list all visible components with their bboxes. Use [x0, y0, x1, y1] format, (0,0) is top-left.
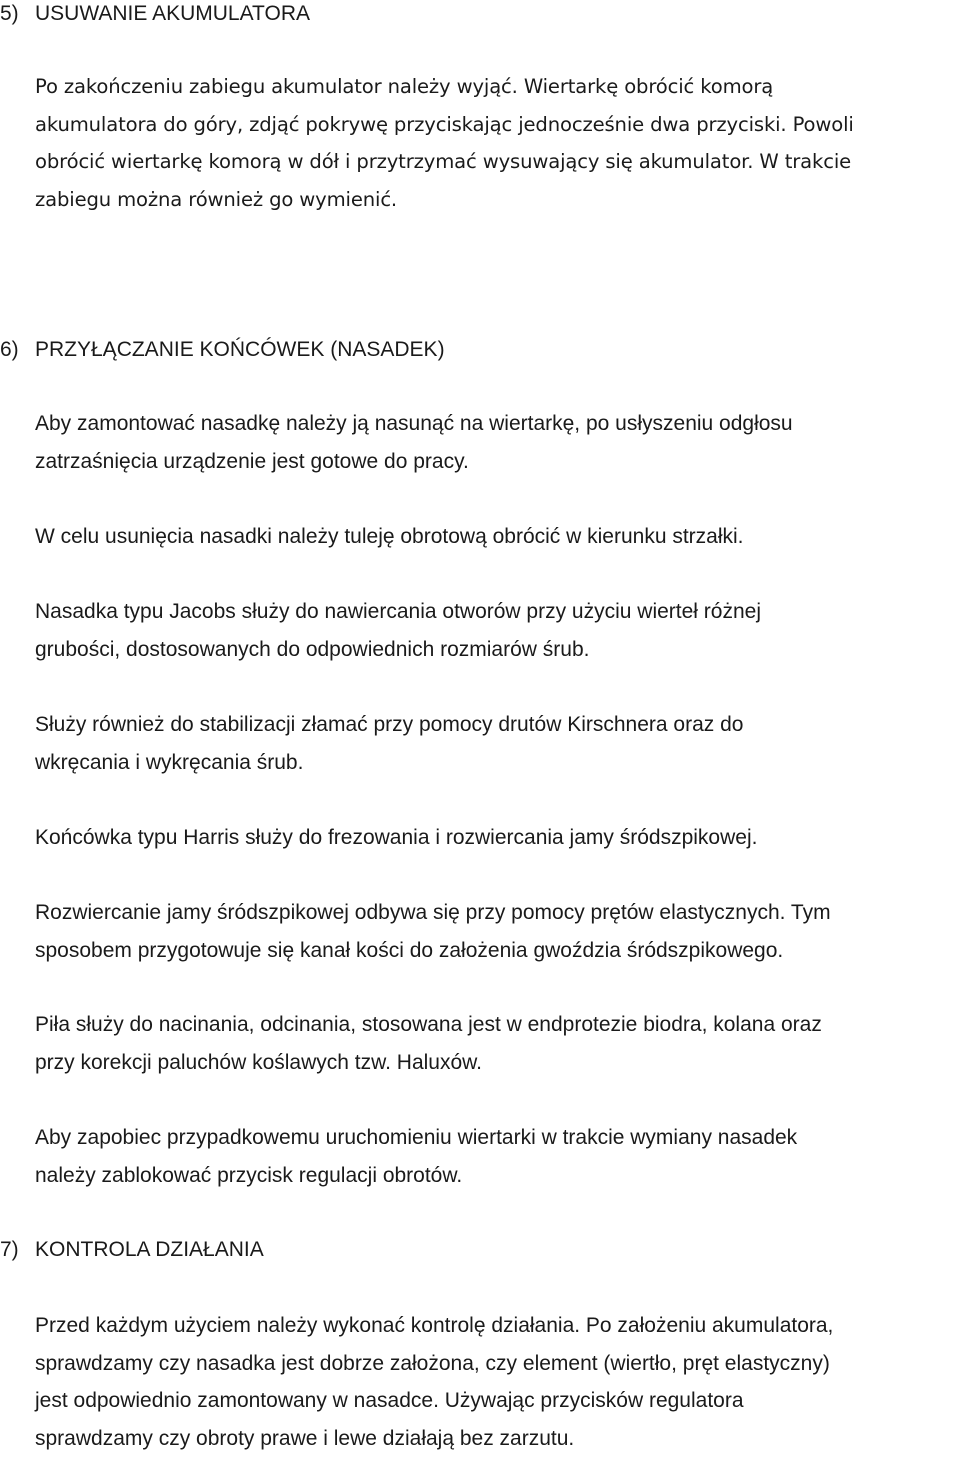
section-title: USUWANIE AKUMULATORA [35, 2, 310, 25]
paragraph-line: obrócić wiertarkę komorą w dół i przytrzymać wysuwający się akumulator. W trakcie [35, 150, 852, 174]
section-number: 6) [0, 338, 19, 361]
section-title: KONTROLA DZIAŁANIA [35, 1238, 264, 1261]
paragraph-line: sposobem przygotowuje się kanał kości do założenia gwoździa śródszpikowego. [35, 938, 784, 962]
paragraph-line: W celu usunięcia nasadki należy tuleję obrotową obrócić w kierunku strzałki. [35, 525, 744, 548]
section-heading-5 [0, 1, 310, 27]
paragraph [35, 1119, 960, 1194]
paragraph-line: przy korekcji paluchów koślawych tzw. Haluxów. [35, 1050, 483, 1074]
section-number: 7) [0, 1238, 19, 1261]
section-heading-7 [0, 1237, 264, 1263]
paragraph [35, 706, 960, 781]
paragraph-line: należy zablokować przycisk regulacji obrotów. [35, 1163, 463, 1187]
paragraph-line: wkręcania i wykręcania śrub. [35, 750, 304, 774]
paragraph-line: sprawdzamy czy nasadka jest dobrze założona, czy element (wiertło, pręt elastyczny) [35, 1351, 830, 1375]
paragraph-line: Rozwiercanie jamy śródszpikowej odbywa się przy pomocy prętów elastycznych. Tym [35, 901, 831, 924]
paragraph [35, 1006, 960, 1081]
paragraph [35, 68, 960, 218]
paragraph-line: jest odpowiednio zamontowany w nasadce. Używając przycisków regulatora [35, 1389, 744, 1413]
paragraph-line: Aby zapobiec przypadkowemu uruchomieniu wiertarki w trakcie wymiany nasadek [35, 1126, 798, 1149]
paragraph [35, 894, 960, 969]
paragraph-line: Końcówka typu Harris służy do frezowania i rozwiercania jamy śródszpikowej. [35, 826, 758, 849]
paragraph-line: Po zakończeniu zabiegu akumulator należy wyjąć. Wiertarkę obrócić komorą [35, 75, 774, 98]
paragraph-line: sprawdzamy czy obroty prawe i lewe działają bez zarzutu. [35, 1426, 575, 1450]
paragraph-line: grubości, dostosowanych do odpowiednich rozmiarów śrub. [35, 637, 590, 661]
section-number: 5) [0, 2, 19, 25]
section-title: PRZYŁĄCZANIE KOŃCÓWEK (NASADEK) [35, 338, 445, 361]
paragraph-line: Przed każdym użyciem należy wykonać kontrolę działania. Po założeniu akumulatora, [35, 1314, 834, 1337]
paragraph-line: Nasadka typu Jacobs służy do nawiercania otworów przy użyciu wierteł różnej [35, 600, 761, 623]
paragraph [35, 819, 960, 857]
paragraph-line: Piła służy do nacinania, odcinania, stosowana jest w endprotezie biodra, kolana oraz [35, 1013, 822, 1036]
paragraph-line: akumulatora do góry, zdjąć pokrywę przyciskając jednocześnie dwa przyciski. Powoli [35, 112, 854, 136]
section-heading-6 [0, 337, 445, 363]
paragraph-line: zatrzaśnięcia urządzenie jest gotowe do pracy. [35, 449, 469, 473]
paragraph [35, 593, 960, 668]
paragraph [35, 1307, 960, 1457]
paragraph-line: Służy również do stabilizacji złamać przy pomocy drutów Kirschnera oraz do [35, 713, 744, 736]
paragraph [35, 518, 960, 556]
paragraph-line: zabiegu można również go wymienić. [35, 187, 398, 211]
paragraph [35, 405, 960, 480]
paragraph-line: Aby zamontować nasadkę należy ją nasunąć na wiertarkę, po usłyszeniu odgłosu [35, 412, 793, 435]
